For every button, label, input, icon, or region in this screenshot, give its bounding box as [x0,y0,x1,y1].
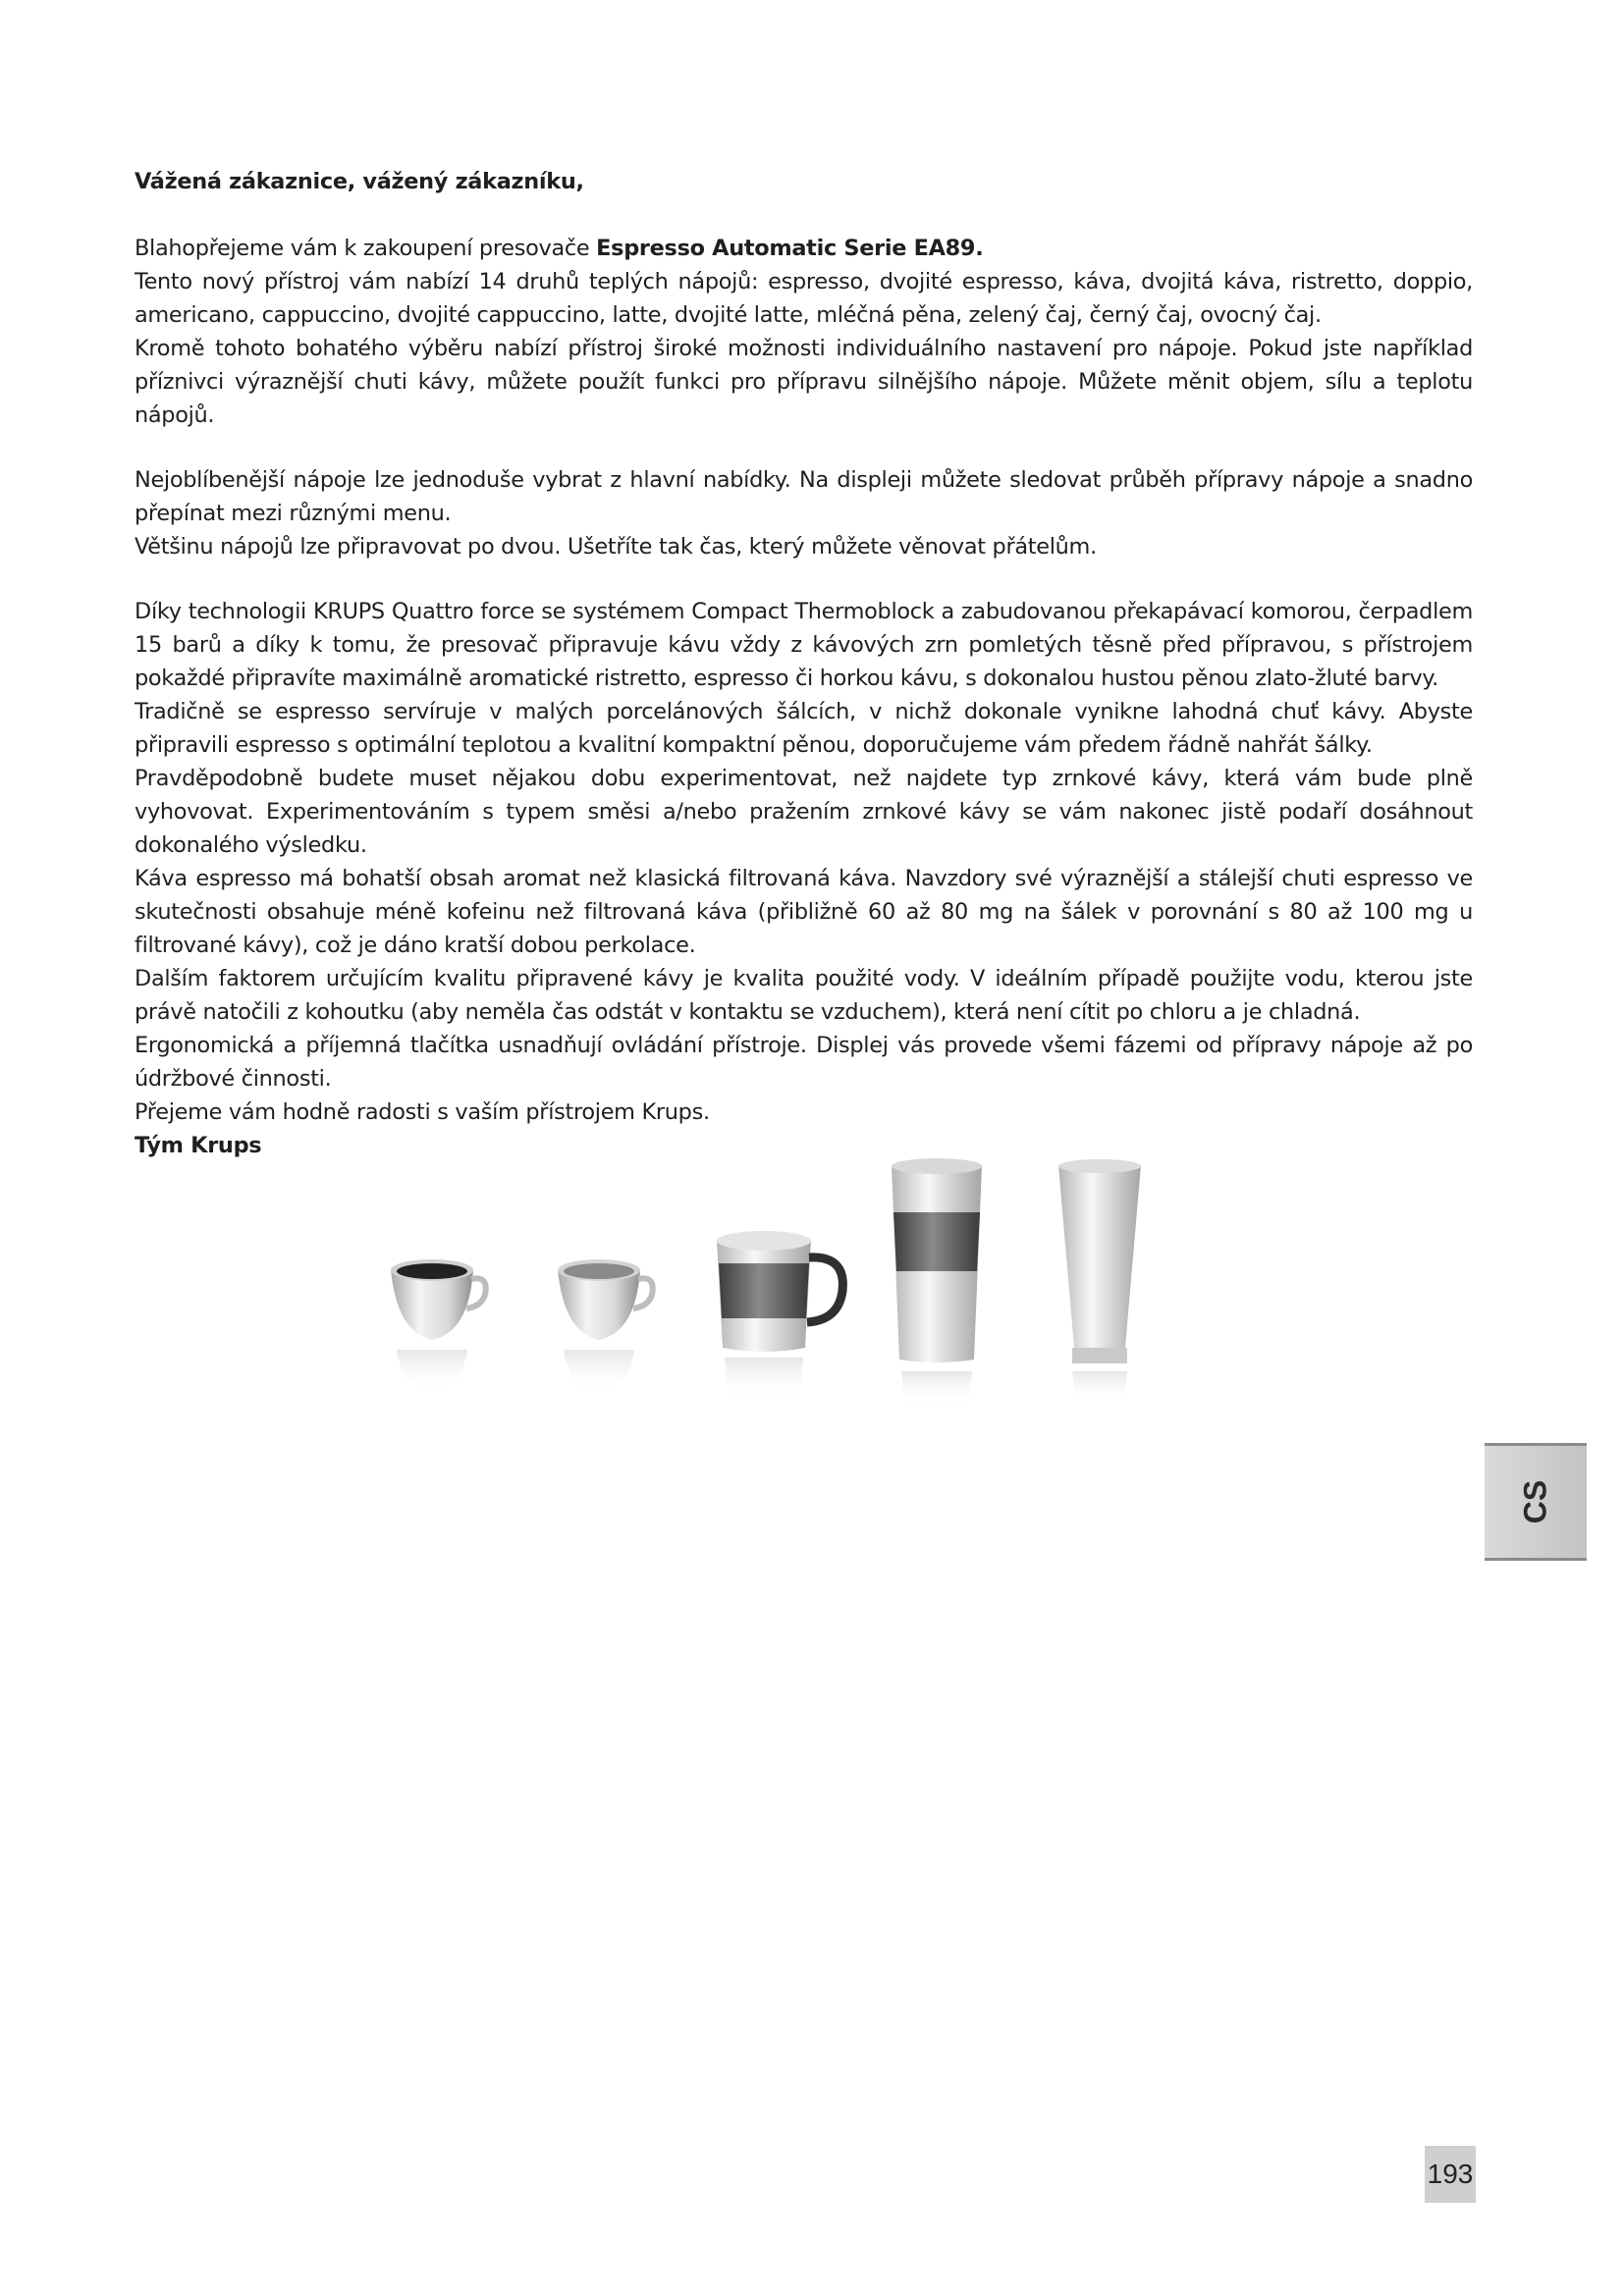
paragraph-settings: Kromě tohoto bohatého výběru nabízí přístroj široké možnosti individuálního nastavení pro nápoje. Pokud jste například příznivci výraznější chuti kávy, můžete použít funkci pro přípravu silnějšího nápoje. Můžete měnit objem, sílu a teplotu nápojů. [135,336,1473,428]
paragraph-wishes: Přejeme vám hodně radosti s vaším přístrojem Krups. [135,1099,710,1125]
language-tab [1485,1443,1587,1561]
cappuccino-mug-icon [717,1231,842,1401]
paragraph-double: Většinu nápojů lze připravovat po dvou. Ušetříte tak čas, který můžete věnovat přátelům. [135,534,1097,560]
paragraph-experiment: Pravděpodobně budete muset nějakou dobu experimentovat, než najdete typ zrnkové kávy, která vám bude plně vyhovovat. Experimentováním s typem směsi a/nebo pražením zrnkové kávy se vám nakonec jistě podaří dosáhnout dokonalého výsledku. [135,766,1473,858]
letter-body [135,165,1473,1162]
language-code: CS [1517,1479,1553,1524]
cups-image [373,1153,1237,1409]
product-name: Espresso Automatic Serie EA89. [596,236,984,261]
page-number: 193 [1425,2146,1476,2203]
coffee-cup-icon [558,1259,653,1395]
intro-paragraph [135,232,1473,265]
paragraph-beverages: Tento nový přístroj vám nabízí 14 druhů teplých nápojů: espresso, dvojité espresso, káva, dvojitá káva, ristretto, doppio, americano, cappuccino, dvojité cappuccino, latte, dvojité latte, mléčná pěna, zelený čaj, černý čaj, ovocný čaj. [135,269,1473,328]
letter-greeting: Vážená zákaznice, vážený zákazníku, [135,169,584,194]
paragraph-cups: Tradičně se espresso servíruje v malých porcelánových šálcích, v nichž dokonale vynikne lahodná chuť kávy. Abyste připravili espresso s optimální teplotou a kvalitní kompaktní pěnou, doporučujeme vám předem řádně nahřát šálky. [135,699,1473,758]
paragraph-technology: Díky technologii KRUPS Quattro force se systémem Compact Thermoblock a zabudovanou překapávací komorou, čerpadlem 15 barů a díky k tomu, že presovač připravuje kávu vždy z kávových zrn pomletých těsně před přípravou, s přístrojem pokaždé připravíte maximálně aromatické ristretto, espresso či horkou kávu, s dokonalou hustou pěnou zlato-žluté barvy. [135,599,1473,691]
intro-text: Blahopřejeme vám k zakoupení presovače [135,236,597,261]
milk-glass-icon [1058,1159,1141,1405]
paragraph-controls: Ergonomická a příjemná tlačítka usnadňují ovládání přístroje. Displej vás provede všemi fázemi od přípravy nápoje až po údržbové činnosti. [135,1033,1473,1092]
letter-signature: Tým Krups [135,1133,262,1158]
beverage-illustration [373,1153,1237,1409]
paragraph-menu: Nejoblíbenější nápoje lze jednoduše vybrat z hlavní nabídky. Na displeji můžete sledovat průběh přípravy nápoje a snadno přepínat mezi různými menu. [135,467,1473,526]
paragraph-caffeine: Káva espresso má bohatší obsah aromat než klasická filtrovaná káva. Navzdory své výraznější a stálejší chuti espresso ve skutečnosti obsahuje méně kofeinu než filtrovaná káva (přibližně 60 až 80 mg na šálek v porovnání s 80 až 100 mg u filtrované kávy), což je dáno kratší dobou perkolace. [135,866,1473,958]
espresso-cup-icon [391,1259,486,1395]
paragraph-water: Dalším faktorem určujícím kvalitu připravené kávy je kvalita použité vody. V ideálním případě použijte vodu, kterou jste právě natočili z kohoutku (aby neměla čas odstát v kontaktu se vzduchem), která není cítit po chloru a je chladná. [135,966,1473,1025]
latte-glass-icon [892,1158,982,1407]
